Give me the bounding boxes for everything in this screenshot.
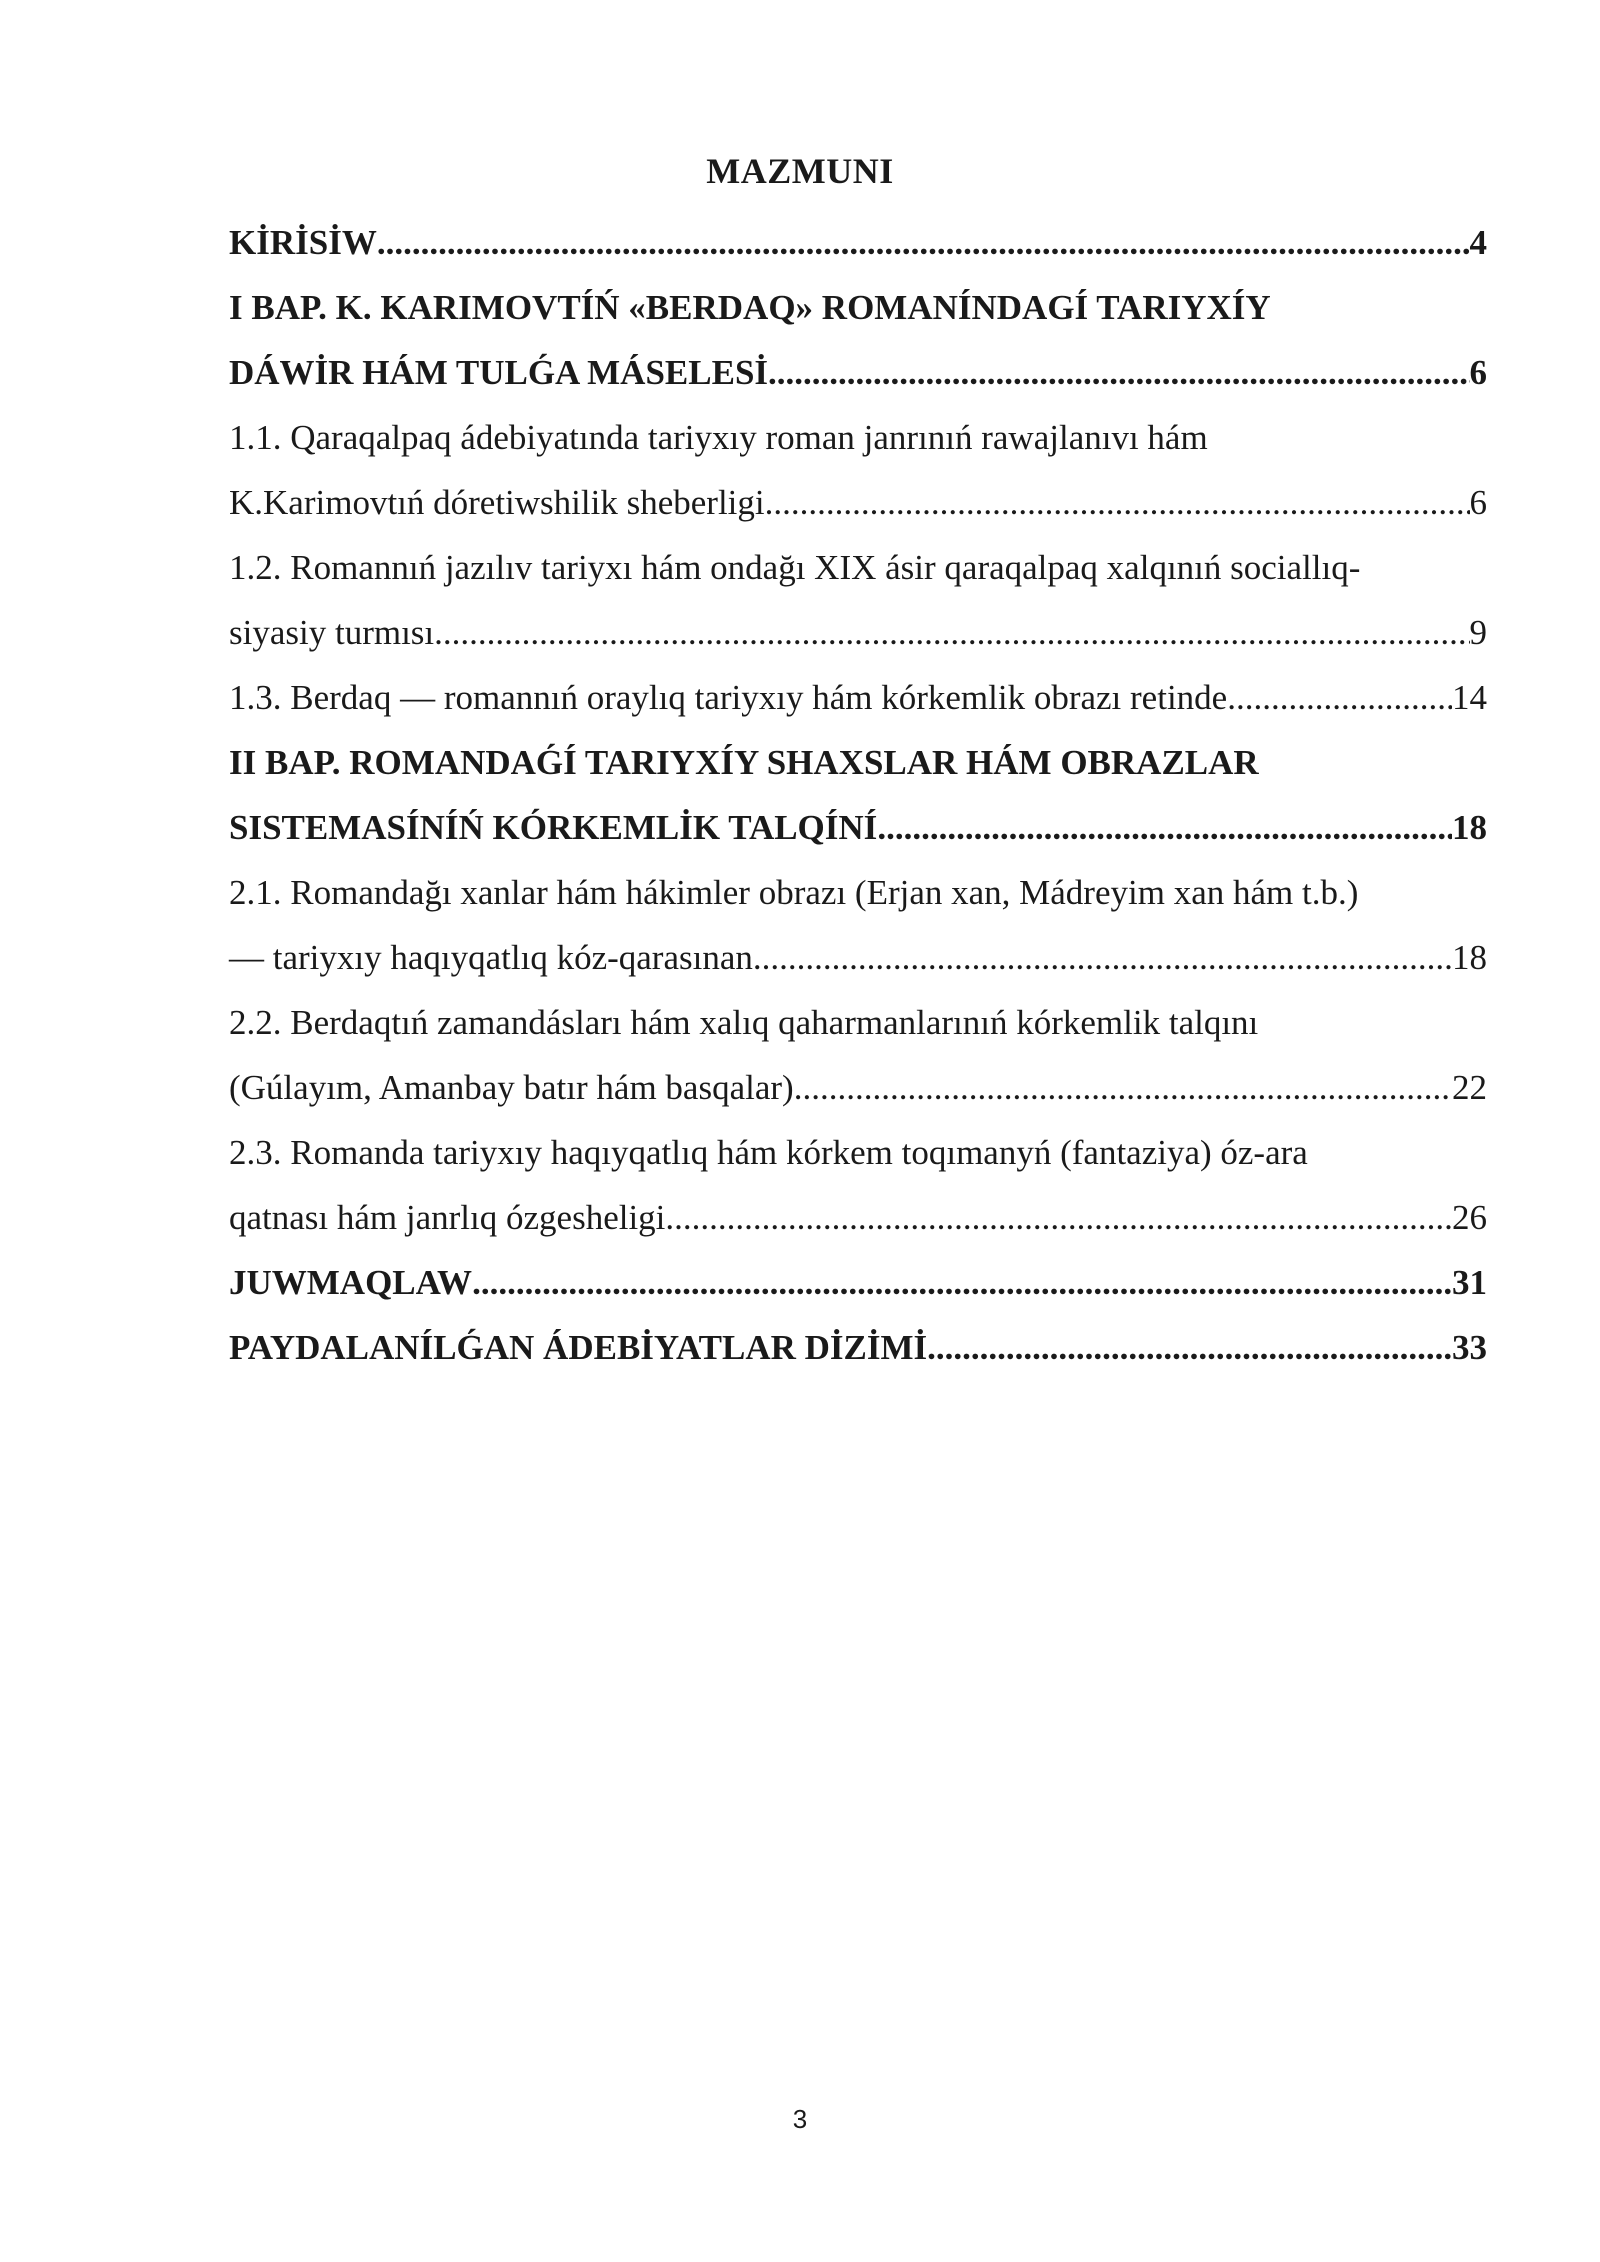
dot-leader [753, 925, 1452, 990]
toc-entry-page: 33 [1452, 1328, 1487, 1367]
toc-entry-line [229, 210, 1487, 275]
toc-entry-title: (Gúlayım, Amanbay batır hám basqalar) [229, 1068, 794, 1107]
toc-entry-section-1-2[interactable] [229, 535, 1487, 665]
toc-entry-title-line: 1.2. Romannıń jazılıv tariyxı hám ondağı XIX ásir qaraqalpaq xalqınıń sociallıq- [229, 548, 1361, 587]
toc-entry-page: 14 [1452, 678, 1487, 717]
toc-entry-page: 26 [1452, 1198, 1487, 1237]
toc-entry-page: 18 [1452, 938, 1487, 977]
dot-leader [765, 470, 1470, 535]
toc-entry-title-line: 2.1. Romandağı xanlar hám hákimler obrazı (Erjan xan, Mádreyim xan hám t.b.) [229, 873, 1359, 912]
toc-entry-page: 4 [1469, 223, 1487, 262]
toc-entry-title: PAYDALANÍLǴAN ÁDEBİYATLAR DİZİMİ [229, 1328, 928, 1367]
toc-entry-page: 6 [1469, 483, 1487, 522]
dot-leader [927, 1315, 1452, 1380]
toc-entry-title: qatnası hám janrlıq ózgesheligi [229, 1198, 666, 1237]
toc-entry-title: SISTEMASÍNÍŃ KÓRKEMLİK TALQÍNÍ [229, 808, 878, 847]
toc-entry-line [229, 600, 1487, 665]
toc-heading: MAZMUNI [706, 151, 894, 191]
toc-entry-section-2-1[interactable] [229, 860, 1487, 990]
toc-entry-conclusion[interactable] [229, 1250, 1487, 1315]
toc-entry-line [229, 1315, 1487, 1380]
toc-entry-title-line: 2.2. Berdaqtıń zamandásları hám xalıq qaharmanlarınıń kórkemlik talqını [229, 1003, 1259, 1042]
toc-entry-section-2-2[interactable] [229, 990, 1487, 1120]
toc-entry-page: 18 [1452, 808, 1487, 847]
dot-leader [794, 1055, 1452, 1120]
toc-entry-line [229, 665, 1487, 730]
toc-entry-line [229, 470, 1487, 535]
toc-entry-title: siyasiy turmısı [229, 613, 435, 652]
dot-leader [768, 340, 1469, 405]
toc-entry-page: 31 [1452, 1263, 1487, 1302]
toc-entry-title-line: 2.3. Romanda tariyxıy haqıyqatlıq hám kórkem toqımanyń (fantaziya) óz-ara [229, 1133, 1308, 1172]
toc-entry-page: 9 [1469, 613, 1487, 652]
toc-entry-page: 22 [1452, 1068, 1487, 1107]
dot-leader [877, 795, 1452, 860]
table-of-contents [229, 210, 1487, 1380]
toc-entry-line [229, 1185, 1487, 1250]
toc-entry-line [229, 1055, 1487, 1120]
toc-entry-title: K.Karimovtıń dóretiwshilik sheberligi [229, 483, 765, 522]
toc-entry-line [229, 925, 1487, 990]
toc-entry-chapter-2[interactable] [229, 730, 1487, 860]
dot-leader [377, 210, 1470, 275]
toc-entry-section-2-3[interactable] [229, 1120, 1487, 1250]
toc-entry-page: 6 [1469, 353, 1487, 392]
toc-entry-title-line: 1.1. Qaraqalpaq ádebiyatında tariyxıy roman janrınıń rawajlanıvı hám [229, 418, 1208, 457]
dot-leader [434, 600, 1469, 665]
toc-entry-section-1-1[interactable] [229, 405, 1487, 535]
dot-leader [665, 1185, 1452, 1250]
toc-entry-section-1-3[interactable] [229, 665, 1487, 730]
dot-leader [1227, 665, 1452, 730]
toc-entry-title: 1.3. Berdaq — romannıń oraylıq tariyxıy hám kórkemlik obrazı retinde [229, 678, 1228, 717]
toc-entry-title-line: I BAP. K. KARIMOVTÍŃ «BERDAQ» ROMANÍNDAGÍ TARIYXÍY [229, 288, 1271, 327]
toc-entry-chapter-1[interactable] [229, 275, 1487, 405]
toc-entry-introduction[interactable] [229, 210, 1487, 275]
toc-entry-title: DÁWİR HÁM TULǴA MÁSELESİ [229, 353, 769, 392]
toc-entry-line [229, 340, 1487, 405]
toc-entry-line [229, 1250, 1487, 1315]
page-number: 3 [792, 2104, 808, 2134]
toc-entry-title-line: II BAP. ROMANDAǴÍ TARIYXÍY SHAXSLAR HÁM OBRAZLAR [229, 743, 1259, 782]
toc-entry-bibliography[interactable] [229, 1315, 1487, 1380]
toc-entry-title: — tariyxıy haqıyqatlıq kóz-qarasınan [229, 938, 753, 977]
dot-leader [472, 1250, 1452, 1315]
toc-entry-title: KİRİSİW [229, 223, 377, 262]
toc-entry-line [229, 795, 1487, 860]
toc-entry-title: JUWMAQLAW [229, 1263, 473, 1302]
